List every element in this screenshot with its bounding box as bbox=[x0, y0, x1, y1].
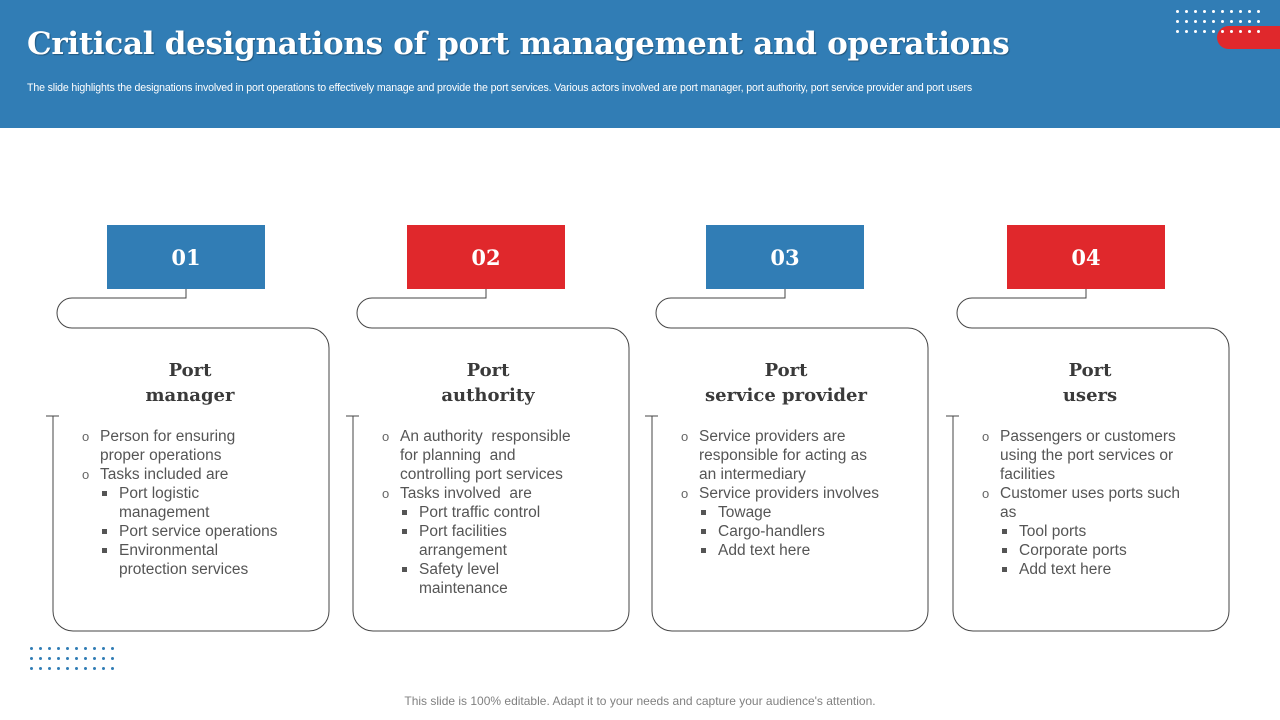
bullet-text-line: Corporate ports bbox=[1019, 542, 1127, 559]
bullet-text-line: Port logistic bbox=[119, 485, 200, 502]
bullet-text-line: as bbox=[1000, 504, 1017, 521]
bullet-item bbox=[82, 465, 302, 484]
sub-bullet-item bbox=[982, 541, 1202, 560]
bullet-item bbox=[382, 484, 602, 503]
sub-bullet-item bbox=[382, 560, 602, 598]
bullet-text-line: Safety level bbox=[419, 561, 500, 578]
bullet-text-line: Environmental bbox=[119, 542, 219, 559]
card-title bbox=[52, 358, 328, 408]
bullet-text-line: o Person for ensuring bbox=[100, 428, 236, 445]
bullet-text-line: Port traffic control bbox=[419, 504, 541, 521]
sub-bullet-item bbox=[82, 522, 302, 541]
card-title-line: users bbox=[1062, 385, 1118, 406]
card-title-line: service provider bbox=[705, 385, 867, 406]
card-title-line: Port bbox=[168, 360, 212, 381]
card-title bbox=[648, 358, 924, 408]
bullet-text-line: protection services bbox=[119, 561, 249, 578]
bullet-text-line: Tool ports bbox=[1019, 523, 1087, 540]
bullet-text-line: Towage bbox=[718, 504, 772, 521]
sub-bullet-item bbox=[681, 541, 901, 560]
sub-bullet-item bbox=[82, 484, 302, 522]
card-bullet-list bbox=[382, 427, 602, 598]
sub-bullet-item bbox=[982, 560, 1202, 579]
bullet-text-line: responsible for acting as bbox=[699, 447, 868, 464]
bullet-text-line: Port service operations bbox=[119, 523, 278, 540]
bullet-item bbox=[382, 427, 602, 484]
bullet-text-line: Port facilities bbox=[419, 523, 507, 540]
bullet-item bbox=[681, 484, 901, 503]
bullet-text-line: Add text here bbox=[1019, 561, 1112, 578]
sub-bullet-item bbox=[82, 541, 302, 579]
card-bullet-list bbox=[982, 427, 1202, 579]
bullet-text-line: for planning and bbox=[400, 447, 516, 464]
card-title-line: Port bbox=[764, 360, 808, 381]
card-bullet-list bbox=[681, 427, 901, 560]
card-number-badge: 04 bbox=[1007, 225, 1165, 289]
bullet-text-line: an intermediary bbox=[699, 466, 806, 483]
bullet-text-line: o Service providers involves bbox=[699, 485, 880, 502]
card-title-line: Port bbox=[466, 360, 510, 381]
bullet-text-line: controlling port services bbox=[400, 466, 563, 483]
bullet-text-line: maintenance bbox=[419, 580, 508, 597]
bullet-text-line: management bbox=[119, 504, 210, 521]
bullet-item bbox=[681, 427, 901, 484]
sub-bullet-item bbox=[382, 522, 602, 560]
bullet-text-line: o Tasks included are bbox=[100, 466, 229, 483]
footer-note: This slide is 100% editable. Adapt it to your needs and capture your audience's attention. bbox=[404, 694, 876, 708]
sub-bullet-item bbox=[681, 503, 901, 522]
bullet-text-line: o Passengers or customers bbox=[1000, 428, 1176, 445]
bullet-text-line: proper operations bbox=[100, 447, 222, 464]
bullet-text-line: facilities bbox=[1000, 466, 1056, 483]
card-number-badge: 02 bbox=[407, 225, 565, 289]
card-title bbox=[350, 358, 626, 408]
sub-bullet-item bbox=[382, 503, 602, 522]
bullet-text-line: o Customer uses ports such bbox=[1000, 485, 1181, 502]
bullet-text-line: o Tasks involved are bbox=[400, 485, 532, 502]
bullet-text-line: Cargo-handlers bbox=[718, 523, 825, 540]
sub-bullet-item bbox=[681, 522, 901, 541]
card-title bbox=[952, 358, 1228, 408]
bullet-item bbox=[982, 427, 1202, 484]
slide-title: Critical designations of port management and operations bbox=[27, 26, 1010, 62]
bullet-item bbox=[982, 484, 1202, 522]
bullet-text-line: o An authority responsible bbox=[400, 428, 571, 445]
card-number-badge: 01 bbox=[107, 225, 265, 289]
card-bullet-list bbox=[82, 427, 302, 579]
card-title-line: Port bbox=[1068, 360, 1112, 381]
bullet-text-line: Add text here bbox=[718, 542, 811, 559]
sub-bullet-item bbox=[982, 522, 1202, 541]
card-number-badge: 03 bbox=[706, 225, 864, 289]
bullet-text-line: using the port services or bbox=[1000, 447, 1174, 464]
bullet-item bbox=[82, 427, 302, 465]
bullet-text-line: o Service providers are bbox=[699, 428, 846, 445]
card-title-line: manager bbox=[145, 385, 235, 406]
bullet-text-line: arrangement bbox=[419, 542, 507, 559]
slide-subtitle: The slide highlights the designations involved in port operations to effectively manage and provide the port services. Various actors involved are port manager, port authority, port service provider and port users bbox=[27, 82, 972, 94]
card-title-line: authority bbox=[441, 385, 535, 406]
